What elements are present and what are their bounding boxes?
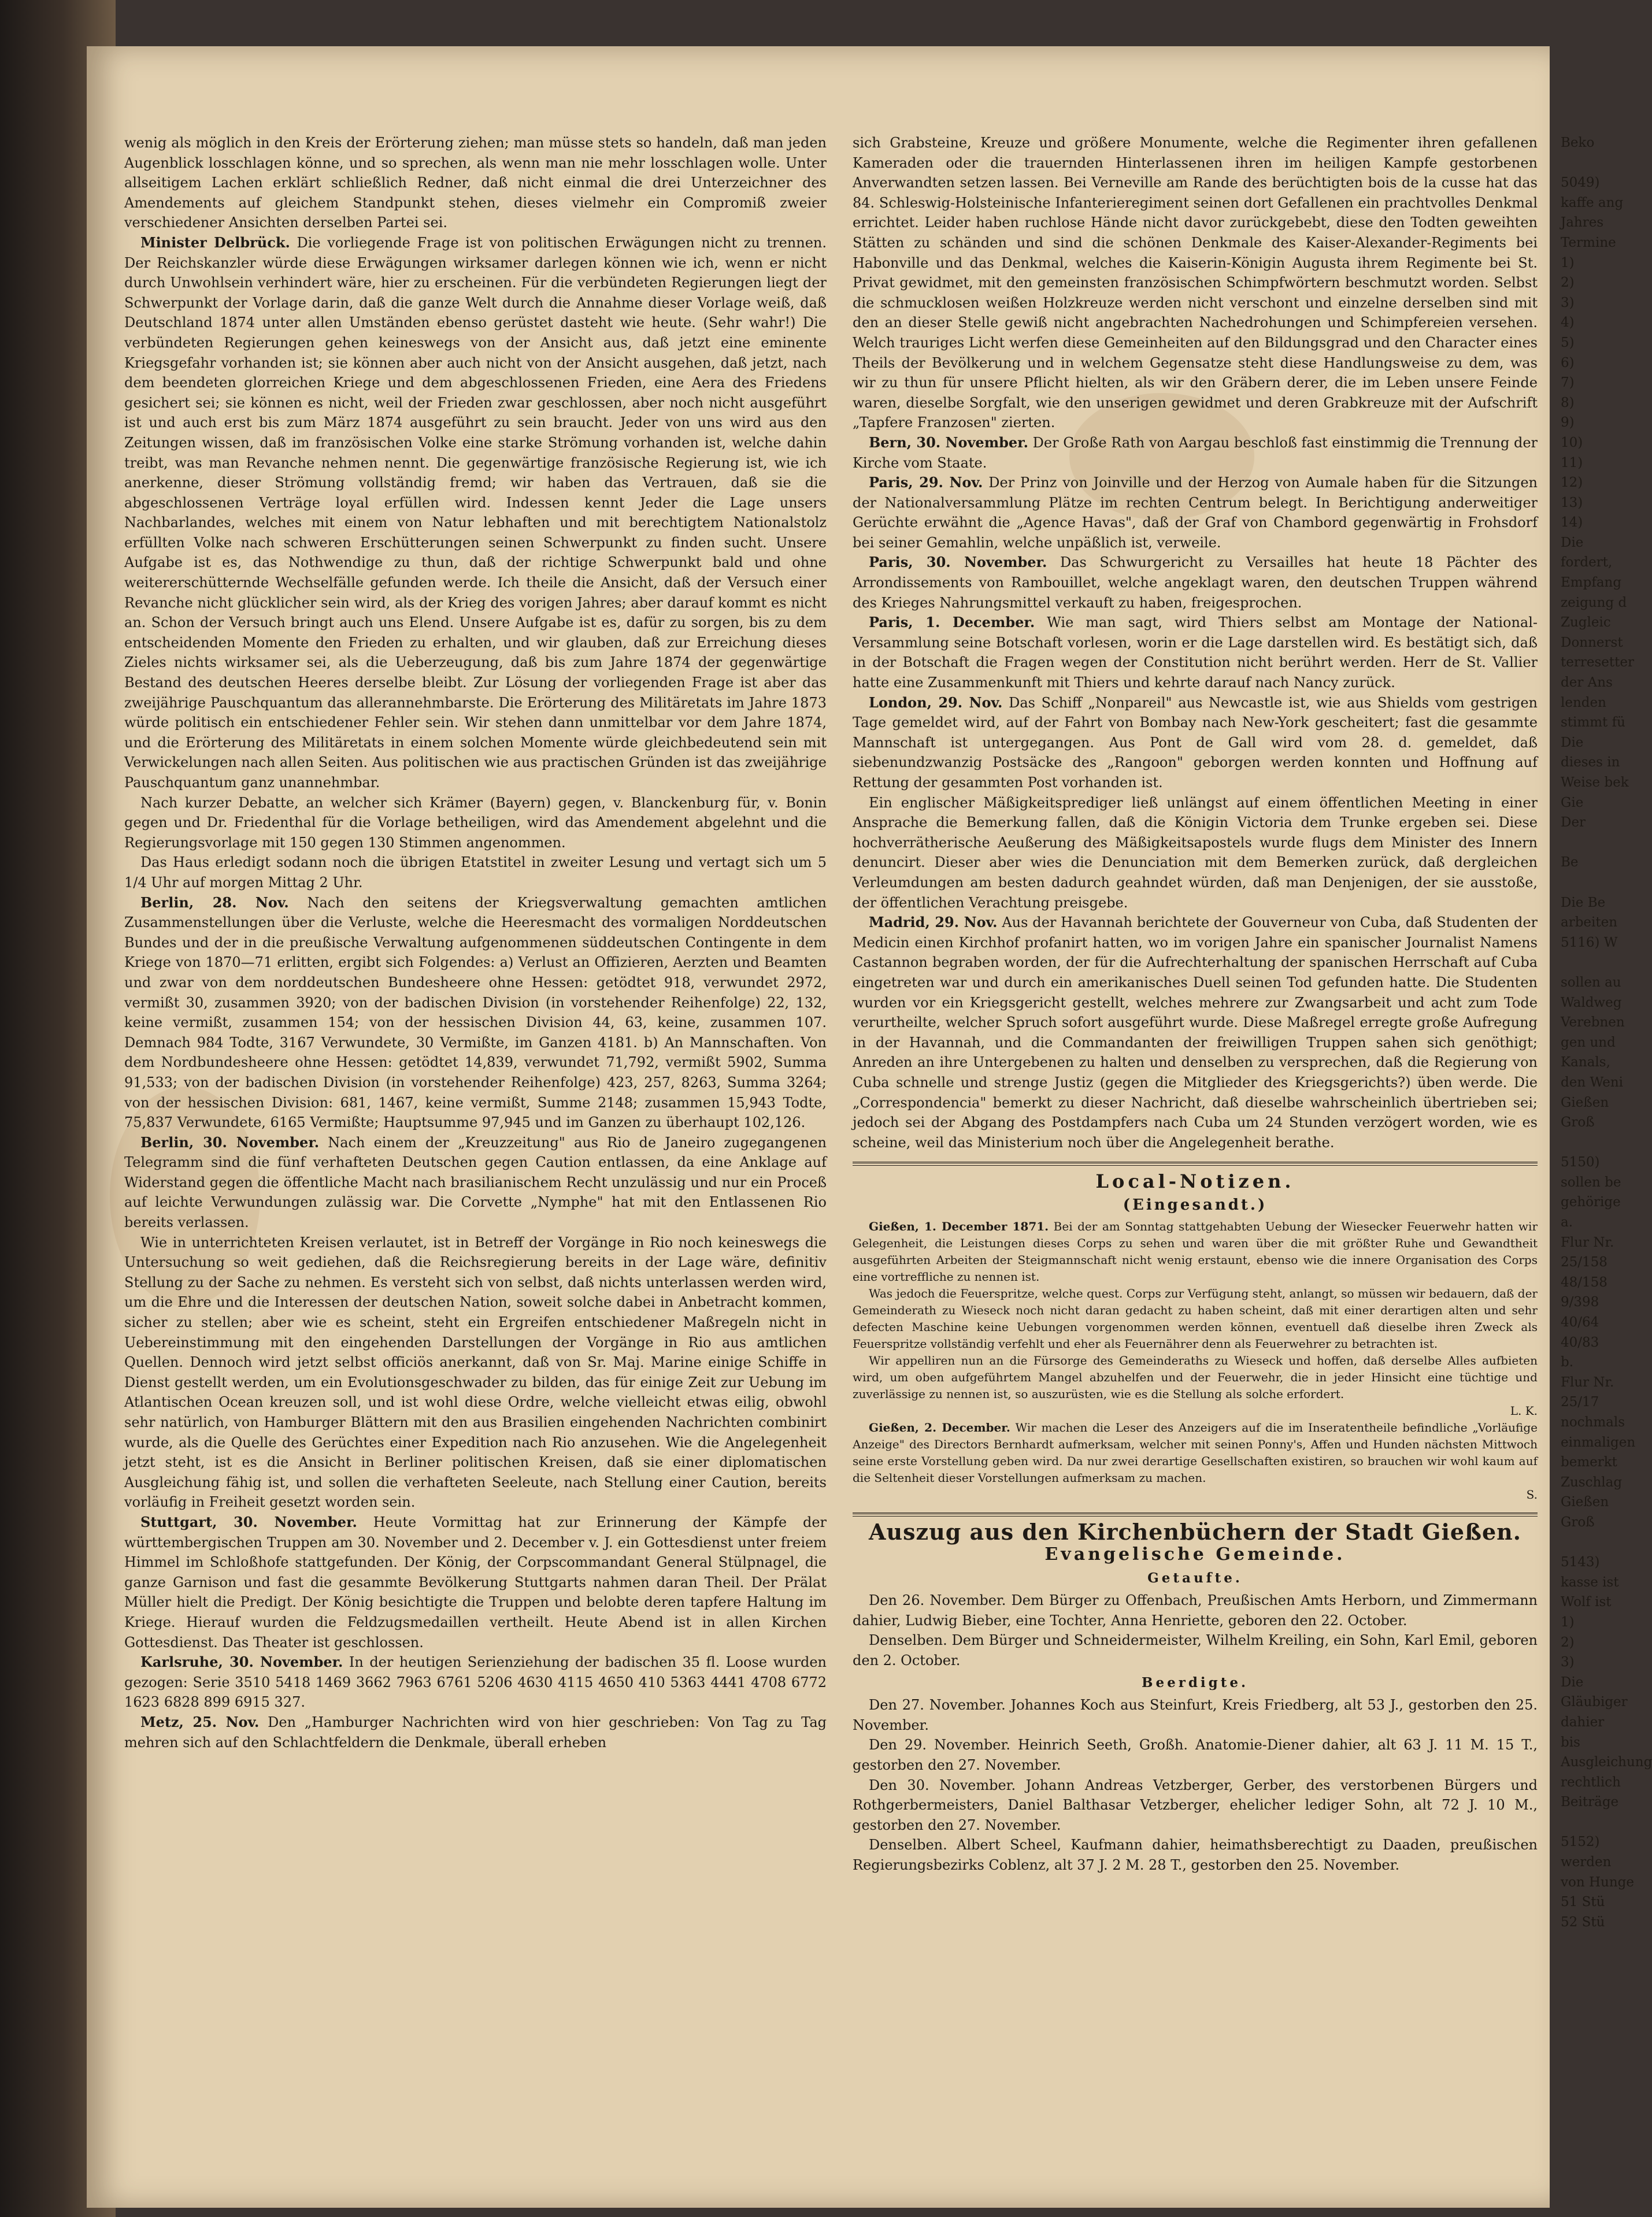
newspaper-page [87,46,1652,2208]
edge-fragment: a. [1561,1215,1573,1230]
church-entry: Denselben. Albert Scheel, Kaufmann dahier, heimathsberechtigt zu Daaden, preußischen Regierungsbezirks Coblenz, alt 37 J. 2 M. 28 T., gestorben den 25. November. [853,1837,1538,1873]
church-entry: Den 26. November. Dem Bürger zu Offenbach, Preußischen Amts Herborn, und Zimmermann dahier, Ludwig Bieber, eine Tochter, Anna Henriette, geboren den 22. October. [853,1592,1538,1629]
edge-fragment: Weise bek [1561,775,1629,790]
article-paragraph [124,852,827,892]
edge-fragment: 1) [1561,1614,1575,1630]
church-section-heading: Getaufte. [1147,1570,1243,1586]
edge-fragment: gen und [1561,1035,1616,1050]
article-text: Wir appelliren nun an die Fürsorge des Gemeinderaths zu Wieseck und hoffen, daß derselbe Alles aufbieten wird, um oben aufgeführtem Mangel abzuhelfen und der Feuerwehr, die in jeder Hinsicht eine tüchtige und zuverlässige zu nennen ist, so auszurüsten, wie es die Stellung als solche erfordert. [853,1354,1538,1402]
edge-fragment: Groß [1561,1115,1595,1130]
article-paragraph [124,893,827,1133]
article-text: In der heutigen Serienziehung der badischen 35 fl. Loose wurden gezogen: Serie 3510 5418 1469 3662 7963 6761 5206 4630 4115 4650 410 5363 4441 4708 6772 1623 6828 899 6915 327. [124,1654,827,1711]
church-congregation: Evangelische Gemeinde. [1044,1544,1346,1565]
article-text: wenig als möglich in den Kreis der Erörterung ziehen; man müsse stets so handeln, daß man jeden Augenblick losschlagen könne, und so sprechen, als wenn man nie mehr losschlagen wolle. Unter allseitigem Lachen erklärt schließlich Redner, daß nicht einmal die drei Unterzeichner des Amendements auf gleichem Standpunkt stehen, dieses vielmehr ein Compromiß zweier verschiedener Ansichten derselben Partei sei. [124,135,827,231]
edge-fragment: 14) [1561,515,1583,531]
edge-fragment: 5116) W [1561,935,1618,950]
article-text: Der Prinz von Joinville und der Herzog von Aumale haben für die Sitzungen der Nationalversammlung Plätze im rechten Centrum belegt. In Berichtigung anderweitiger Gerüchte erwähnt die „Agence Havas", daß der Graf von Chambord gegenwärtig in Frohsdorf bei seiner Gemahlin, welche unpäßlich ist, verweile. [853,474,1538,551]
edge-fragment: fordert, [1561,555,1613,570]
edge-fragment: bis [1561,1734,1580,1750]
article-paragraph [853,613,1538,692]
edge-fragment: Kanals, [1561,1055,1610,1070]
edge-fragment: Die Be [1561,895,1606,910]
edge-fragment: Gießen [1561,1095,1609,1110]
edge-fragment: Waldweg [1561,995,1622,1010]
article-paragraph [124,1712,827,1752]
article-paragraph [853,693,1538,793]
edge-fragment: von Hunge [1561,1874,1634,1890]
edge-fragment: Gießen [1561,1495,1609,1510]
edge-fragment: 3) [1561,295,1575,310]
edge-fragment: Der [1561,815,1586,831]
dateline: Paris, 30. November. [869,554,1047,571]
edge-fragment: 12) [1561,475,1583,491]
edge-fragment: Beiträge [1561,1795,1619,1810]
edge-fragment: 2) [1561,1634,1575,1650]
cut-off-adjacent-column [1561,133,1652,1932]
edge-fragment: 5150) [1561,1155,1600,1170]
edge-fragment: sollen au [1561,974,1621,990]
edge-fragment: 10) [1561,435,1583,450]
dateline: Berlin, 28. Nov. [140,894,289,911]
local-notices-subtitle: (Eingesandt.) [1123,1196,1268,1214]
edge-fragment: Die [1561,535,1584,550]
edge-fragment: 3) [1561,1655,1575,1670]
article-text: Nach den seitens der Kriegsverwaltung gemachten amtlichen Zusammenstellungen über die Verluste, welche die Heeresmacht des vormaligen Norddeutschen Bundes und der in die preußische Verwaltung aufgenommenen süddeutschen Contingente in dem Kriege von 1870—71 erlitten, ergibt sich Folgendes: a) Verlust an Offizieren, Aerzten und Beamten und zwar von dem norddeutschen Bundesheere ohne Hessen: getödtet 918, verwundet 2972, vermißt 30, zusammen 3920; von der badischen Division (in vorstehender Reihenfolge) 22, 132, keine vermißt, zusammen 154; von der hessischen Division 44, 63, keine, zusammen 107. Demnach 984 Todte, 3167 Verwundete, 30 Vermißte, im Ganzen 4181. b) An Mannschaften. Von dem Nordbundesheere ohne Hessen: getödtet 14,839, verwundet 71,792, vermißt 5902, Summa 91,533; von der badischen Division (in vorstehender Reihenfolge) 423, 257, 8263, Summa 3264; von der hessischen Division: 681, 1467, keine vermißt, Summe 2148; zusammen 15,943 Todte, 75,837 Verwundete, 6165 Vermißte; Hauptsumme 97,945 und im Ganzen zu überhaupt 102,126. [124,894,827,1131]
local-notice [853,1218,1538,1285]
edge-fragment: Verebnen [1561,1015,1625,1030]
edge-fragment: lenden [1561,695,1606,710]
edge-fragment: 25/158 [1561,1255,1607,1270]
dateline: Berlin, 30. November. [140,1133,320,1151]
edge-fragment: rechtlich [1561,1774,1621,1790]
edge-fragment: 5143) [1561,1555,1600,1570]
edge-fragment: 6) [1561,355,1575,370]
article-text: Ein englischer Mäßigkeitsprediger ließ unlängst auf einem öffentlichen Meeting in einer Ansprache die Bemerkung fallen, daß die Königin Victoria dem Trunke ergeben sei. Diese hochverrätherische Aeußerung des Mäßigkeitsapostels wurde flugs dem Minister des Innern denuncirt. Dieser aber wies die Denunciation mit dem Bemerken zurück, daß dergleichen Verleumdungen am besten dadurch geahndet würden, daß man Denjenigen, der sie ausstoße, der öffentlichen Verachtung preisgebe. [853,794,1538,911]
edge-fragment: Donnerst [1561,635,1623,650]
edge-fragment: 1) [1561,255,1575,270]
article-paragraph [124,1133,827,1233]
article-text: Nach kurzer Debatte, an welcher sich Krämer (Bayern) gegen, v. Blanckenburg für, v. Bonin gegen und Dr. Friedenthal für die Vorlage betheiligen, wird das Amendement abgelehnt und die Regierungsvorlage mit 150 gegen 130 Stimmen angenommen. [124,794,827,851]
edge-fragment: Flur Nr. [1561,1234,1614,1250]
edge-fragment: 4) [1561,315,1575,331]
article-text: Was jedoch die Feuerspritze, welche quest. Corps zur Verfügung steht, anlangt, so müssen wir bedauern, daß der Gemeinderath zu Wieseck noch nicht daran gedacht zu haben scheint, daß mit einer derartigen alten und sehr defecten Maschine keine Uebungen vorgenommen werden können, eventuell daß dieselbe ihren Zweck als Feuerspritze vollständig verfehlt und eher als Feuernährer denn als Feuerwehrer zu betrachten ist. [853,1287,1538,1351]
edge-fragment: Wolf ist [1561,1595,1612,1610]
dateline: Karlsruhe, 30. November. [140,1654,343,1671]
article-paragraph [853,913,1538,1152]
article-paragraph [853,433,1538,473]
edge-fragment: 9) [1561,415,1575,431]
edge-fragment: gehörige [1561,1195,1621,1210]
article-paragraph [124,1652,827,1712]
edge-fragment: werden [1561,1855,1612,1870]
edge-fragment: 9/398 [1561,1295,1599,1310]
church-entry: Den 27. November. Johannes Koch aus Steinfurt, Kreis Friedberg, alt 53 J., gestorben den 25. November. [853,1697,1538,1733]
edge-fragment: 5152) [1561,1834,1600,1850]
section-divider [853,1162,1538,1166]
local-notices-title: Local-Notizen. [1095,1170,1295,1193]
article-text: Bei der am Sonntag stattgehabten Uebung der Wiesecker Feuerwehr hatten wir Gelegenheit, die Leistungen dieses Corps zu sehen und waren über die mit größter Ruhe und Gewandtheit ausgeführten Arbeiten der Steigmannschaft nicht wenig erstaunt, ebenso wie die innere Organisation des Corps eine vortreffliche zu nennen ist. [853,1219,1538,1284]
edge-fragment: 11) [1561,455,1583,470]
right-column [853,133,1538,1875]
edge-fragment: Empfang [1561,575,1622,591]
edge-fragment [1561,873,1636,893]
article-text: Den „Hamburger Nachrichten wird von hier geschrieben: Von Tag zu Tag mehren sich auf den Schlachtfeldern die Denkmale, überall erheben [124,1714,827,1751]
article-text: Wie in unterrichteten Kreisen verlautet, ist in Betreff der Vorgänge in Rio noch keineswegs die Untersuchung so weit gediehen, daß die Reichsregierung bereits in der Lage wäre, definitiv Stellung zu der Sache zu nehmen. Es versteht sich von selbst, daß nichts unterlassen werden wird, um die Ehre und die Interessen der deutschen Nation, soweit solche dabei in Anbetracht kommen, sicher zu stellen; aber wie es scheint, steht ein Ergreifen entschiedener Maßregeln nicht in Uebereinstimmung mit den eingehenden Darstellungen der Vorgänge in Rio aus amtlichen Quellen. Dennoch wird jetzt selbst officiös anerkannt, daß von Sr. Maj. Marine einige Schiffe in Dienst gestellt werden, um ein Evolutionsgeschwader zu bilden, das für einige Zeit zur Uebung im Atlantischen Ocean kreuzen soll, und ist wohl diese Ordre, welche vielleicht etwas eilig, obwohl sehr natürlich, von Hamburger Blättern mit den aus Brasilien eingehenden Nachrichten combinirt wurde, als die Quelle des Gerüchtes einer Expedition nach Rio anzusehen. Wie die Angelegenheit jetzt steht, ist es die Ansicht in Berliner politischen Kreisen, daß sie einer diplomatischen Ausgleichung fähig ist, und sollen die verhafteten Seeleute, nach Stellung einer Caution, bereits vorläufig in Freiheit gesetzt worden sein. [124,1234,827,1511]
dateline: Paris, 29. Nov. [869,474,983,491]
edge-fragment: 13) [1561,495,1583,510]
edge-fragment [1561,952,1636,973]
article-text: Das Schwurgericht zu Versailles hat heute 18 Pächter des Arrondissements von Rambouillet, welche angeklagt waren, den deutschen Truppen während des Krieges Nahrungsmittel verkauft zu haben, freigesprochen. [853,554,1538,611]
edge-fragment: Groß [1561,1514,1595,1530]
article-paragraph [124,793,827,853]
church-section-heading: Beerdigte. [1142,1674,1249,1690]
section-divider [853,1512,1538,1517]
article-paragraph [853,553,1538,613]
edge-fragment: terresetter [1561,655,1634,670]
edge-fragment: 52 Stü [1561,1914,1605,1930]
right-articles [853,133,1538,1152]
edge-fragment: Zugleic [1561,615,1611,631]
article-text: Aus der Havannah berichtete der Gouverneur von Cuba, daß Studenten der Medicin einen Kirchhof profanirt hatten, wo im vorigen Jahre ein spanischer Journalist Namens Castannon begraben worden, der für die Aufrechterhaltung der spanischen Herrschaft auf Cuba eingetreten war und durch ein amerikanisches Duell seinen Tod gefunden hatte. Die Studenten wurden vor ein Kriegsgericht gestellt, welches mehrere zur Zwangsarbeit und acht zum Tode verurtheilte, welcher Spruch sofort ausgeführt wurde. Diese Maßregel erregte große Aufregung in der Havannah, und die Commandanten der freiwilligen Truppen sahen sich genöthigt; Anreden an ihre Untergebenen zu halten und denselben zu versprechen, daß die Regierung von Cuba schnelle und strenge Justiz (gegen die Mitglieder des Kriegsgerichts?) üben werde. Die „Correspondencia" bemerkt zu dieser Nachricht, daß dieselbe wahrscheinlich übertrieben sei; jedoch sei der Abgang des Postdampfers nach Cuba um 24 Stunden verzögert worden, wie es scheine, weil das Ministerium noch über die Angelegenheit berathe. [853,914,1538,1151]
edge-fragment: zeigung d [1561,595,1627,610]
article-paragraph [124,233,827,793]
edge-fragment: der Ans [1561,675,1613,691]
article-text: Wir machen die Leser des Anzeigers auf die im Inseratentheile befindliche „Vorläufige Anzeige" des Directors Bernhardt aufmerksam, welcher mit seinen Ponny's, Affen und Hunden nächsten Mittwoch seine erste Vorstellung geben wird. Da nur zwei derartige Gesellschaften existiren, so brauchen wir wohl kaum auf die Seltenheit dieser Vorstellungen aufmerksam zu machen. [853,1421,1538,1485]
edge-fragment: Be [1561,855,1579,870]
article-text: Der Große Rath von Aargau beschloß fast einstimmig die Trennung der Kirche vom Staate. [853,434,1538,471]
edge-fragment: Gie [1561,795,1584,810]
article-paragraph [853,133,1538,433]
edge-fragment: arbeiten [1561,915,1618,930]
edge-fragment: 48/158 [1561,1274,1607,1290]
article-text: Wie man sagt, wird Thiers selbst am Montage der National-Versammlung seine Botschaft vorlesen, worin er die Lage darstellen wird. Es bestätigt sich, daß in der Botschaft die Fragen wegen der Constitution nicht berührt werden. Herr de St. Vallier hatte eine Zusammenkunft mit Thiers und kehrte darauf nach Nancy zurück. [853,614,1538,691]
edge-fragment: dahier [1561,1714,1605,1730]
edge-fragment [1561,1812,1636,1833]
edge-fragment [1561,1133,1636,1153]
edge-fragment: nochmals [1561,1415,1625,1430]
article-paragraph [124,133,827,233]
local-notices-body [853,1218,1538,1503]
church-entry: Den 29. November. Heinrich Seeth, Großh. Anatomie-Diener dahier, alt 63 J. 11 M. 15 T., gestorben den 27. November. [853,1737,1538,1773]
dateline: Paris, 1. December. [869,614,1035,631]
dateline: London, 29. Nov. [869,694,1003,711]
article-text: sich Grabsteine, Kreuze und größere Monumente, welche die Regimenter ihren gefallenen Kameraden oder die trauernden Hinterlassenen ihren im heiligen Kampfe gestorbenen Anverwandten setzen lassen. Bei Verneville am Rande des berüchtigten bois de la cusse hat das 84. Schleswig-Holsteinische Infanterieregiment seinen dort Gefallenen ein prachtvolles Denkmal errichtet. Leider haben ruchlose Hände nicht davor zurückgebebt, diese den Todten geweihten Stätten zu schänden und sind die schönen Denkmale des Kaiser-Alexander-Regiments bei Habonville und das Denkmal, welches die Kaiserin-Königin Augusta ihrem Regimente bei St. Privat gewidmet, mit den gemeinsten französischen Schimpfwörtern beschmutzt worden. Selbst die schmucklosen weißen Holzkreuze werden nicht verschont und einzelne derselben sind mit den an dieser Stelle gewiß nicht angebrachten Nachedrohungen und Schimpfereien versehen. Welch trauriges Licht werfen diese Gemeinheiten auf den Bildungsgrad und den Character eines Theils der Bevölkerung und in welchem Gegensatze steht diese Handlungsweise zu dem, was wir zu thun für unsere Pflicht hielten, als wir den Gräbern derer, die im Leben unsere Feinde waren, dieselbe Sorgfalt, wie den unserigen gewidmet und deren Grabkreuze mit der Aufschrift „Tapfere Franzosen" zierten. [853,135,1538,431]
local-notice [853,1419,1538,1486]
edge-fragment: bemerkt [1561,1455,1617,1470]
local-notice [853,1352,1538,1403]
church-records-title: Auszug aus den Kirchenbüchern der Stadt Gießen. [869,1519,1521,1545]
article-paragraph [853,793,1538,913]
edge-fragment: kasse ist [1561,1574,1619,1590]
dateline: Bern, 30. November. [869,433,1028,451]
edge-fragment [1561,1533,1636,1553]
dateline: Minister Delbrück. [140,233,290,251]
left-column [124,133,827,1752]
signature: S. [1526,1488,1538,1502]
article-text: Die vorliegende Frage ist von politischen Erwägungen nicht zu trennen. Der Reichskanzler würde diese Erwägungen wirksamer darlegen können wie ich, wenn er nicht durch Unwohlsein verhindert wäre, hier zu erscheinen. Für die verbündeten Regierungen liegt der Schwerpunkt der Vorlage darin, daß die ganze Welt durch die Annahme dieser Vorlage weiß, daß Deutschland 1874 unter allen Umständen ebenso gerüstet dasteht wie heute. (Sehr wahr!) Die verbündeten Regierungen gehen keineswegs von der Ansicht aus, daß jetzt eine eminente Kriegsgefahr vorhanden ist; sie können aber auch nicht von der Ansicht ausgehen, daß jetzt, nach dem beendeten glorreichen Kriege und dem abgeschlossenen Frieden, eine Aera des Friedens gesichert sei; sie können es nicht, weil der Frieden zwar geschlossen, aber noch nicht ausgeführt ist und auch erst bis zum März 1874 ausgeführt zu sein braucht. Jeder von uns wird aus den Zeitungen wissen, daß im französischen Volke eine starke Strömung vorhanden ist, welche dahin treibt, was man Revanche nehmen nennt. Die gegenwärtige französische Regierung ist, wie ich anerkenne, dieser Strömung vollständig fremd; wir haben das Vertrauen, daß sie die abgeschlossenen Verträge loyal erfüllen wird. Indessen kennt Jeder die Lage unsers Nachbarlandes, welches mit einem von Natur lebhaften und mit berechtigtem Nationalstolz erfüllten Volke nach schweren Erschütterungen seinen Schwerpunkt zu finden sucht. Unsere Aufgabe ist es, das Nothwendige zu thun, daß der richtige Schwerpunkt bald und ohne weitererschütternde Wechselfälle gefunden werde. Ich theile die Ansicht, daß der Versuch einer Revanche nicht glücklicher sein wird, als der Krieg des vorigen Jahres; aber darauf kommt es nicht an. Schon der Versuch bringt auch uns Elend. Unsere Aufgabe ist es, dafür zu sorgen, bis zu dem entscheidenden Momente den Frieden zu erhalten, und wir glauben, daß zur Erreichung dieses Zieles nichts wirksamer sei, als die Ueberzeugung, daß bis zum Jahre 1874 der gegenwärtige Bestand des deutschen Heeres derselbe bleibt. Zur Lösung der vorliegenden Frage ist aber das zweijährige Pauschquantum das allerannehmbarste. Die Erörterung des Militäretats im Jahre 1873 würde politisch ein entschiedener Fehler sein. Wir stehen dann unmittelbar vor dem Jahre 1874, und die Erörterung des Militäretats in einem solchen Momente würde gleichbedeutend sein mit Verwickelungen nach allen Seiten. Aus politischen wie aus practischen Gründen ist das zweijährige Pauschquantum ganz unannehmbar. [124,234,827,791]
edge-fragment: den Weni [1561,1074,1624,1090]
edge-fragment: Gläubiger [1561,1695,1628,1710]
article-text: Das Schiff „Nonpareil" aus Newcastle ist, wie aus Shields vom gestrigen Tage gemeldet wird, auf der Fahrt von Bombay nach New-York gescheitert; fast die gesammte Mannschaft ist untergegangen. Aus Pont de Gall wird vom 28. d. gemeldet, daß siebenundzwanzig Postsäcke des „Rangoon" geborgen werden konnten und Hoffnung auf Rettung der gesammten Post vorhanden ist. [853,694,1538,791]
edge-fragment: Termine [1561,235,1616,250]
edge-fragment [1561,153,1636,173]
church-entry: Den 30. November. Johann Andreas Vetzberger, Gerber, des verstorbenen Bürgers und Rothgerbermeisters, Daniel Balthasar Vetzberger, ehelicher lediger Sohn, alt 72 J. 10 M., gestorben den 27. November. [853,1777,1538,1833]
edge-fragment: Jahres [1561,215,1604,231]
edge-fragment: 40/64 [1561,1315,1599,1330]
edge-fragment: Zuschlag [1561,1474,1623,1490]
edge-fragment: 7) [1561,375,1575,391]
edge-fragment: Beko [1561,135,1595,150]
edge-fragment: kaffe ang [1561,195,1624,210]
signature: L. K. [1510,1404,1538,1418]
article-paragraph [124,1233,827,1512]
dateline: Metz, 25. Nov. [140,1713,260,1730]
edge-fragment: dieses in [1561,755,1620,770]
church-entry: Denselben. Dem Bürger und Schneidermeister, Wilhelm Kreiling, ein Sohn, Karl Emil, geboren den 2. October. [853,1632,1538,1669]
edge-fragment [1561,833,1636,853]
edge-fragment: b. [1561,1355,1574,1370]
dateline: Gießen, 2. December. [869,1421,1010,1435]
edge-fragment: 2) [1561,275,1575,291]
article-paragraph [853,473,1538,553]
edge-fragment: stimmt fü [1561,715,1625,731]
edge-fragment: Die [1561,735,1584,750]
edge-fragment: 25/17 [1561,1395,1599,1410]
edge-fragment: 40/83 [1561,1334,1599,1350]
edge-fragment: 51 Stü [1561,1895,1605,1910]
edge-fragment: Ausgleichung [1561,1755,1652,1770]
local-notice [853,1285,1538,1352]
church-records-body [853,1569,1538,1875]
edge-fragment: 8) [1561,395,1575,410]
dateline: Stuttgart, 30. November. [140,1513,357,1530]
edge-fragment: sollen be [1561,1174,1621,1190]
article-text: Nach einem der „Kreuzzeitung" aus Rio de Janeiro zugegangenen Telegramm sind die fünf verhafteten Deutschen gegen Caution entlassen, da eine Anklage auf Widerstand gegen die öffentliche Macht nach brasilianischem Recht unzulässig und nur ein Proceß auf leichte Verwundungen zulässig war. Die Corvette „Nymphe" hat mit den Entlassenen Rio bereits verlassen. [124,1134,827,1231]
edge-fragment: 5049) [1561,175,1600,191]
dateline: Madrid, 29. Nov. [869,914,998,931]
edge-fragment: Die [1561,1674,1584,1690]
dateline: Gießen, 1. December 1871. [869,1219,1049,1234]
edge-fragment: einmaligen [1561,1434,1636,1450]
article-text: Das Haus erledigt sodann noch die übrigen Etatstitel in zweiter Lesung und vertagt sich um 5 1/4 Uhr auf morgen Mittag 2 Uhr. [124,854,827,891]
article-text: Heute Vormittag hat zur Erinnerung der Kämpfe der württembergischen Truppen am 30. November und 2. December v. J. ein Gottesdienst unter freiem Himmel im Schloßhofe stattgefunden. Der König, der Corpscommandant General Stülpnagel, die ganze Garnison und fast die gesammte Bevölkerung Stuttgarts nahmen daran Theil. Der Prälat Müller hielt die Predigt. Der König besichtigte die Truppen und belobte deren tapfere Haltung im Kriege. Hierauf wurden die Feldzugsmedaillen vertheilt. Heute Abend ist in allen Kirchen Gottesdienst. Das Theater ist geschlossen. [124,1514,827,1651]
article-paragraph [124,1512,827,1652]
edge-fragment: 5) [1561,335,1575,350]
edge-fragment: Flur Nr. [1561,1374,1614,1390]
